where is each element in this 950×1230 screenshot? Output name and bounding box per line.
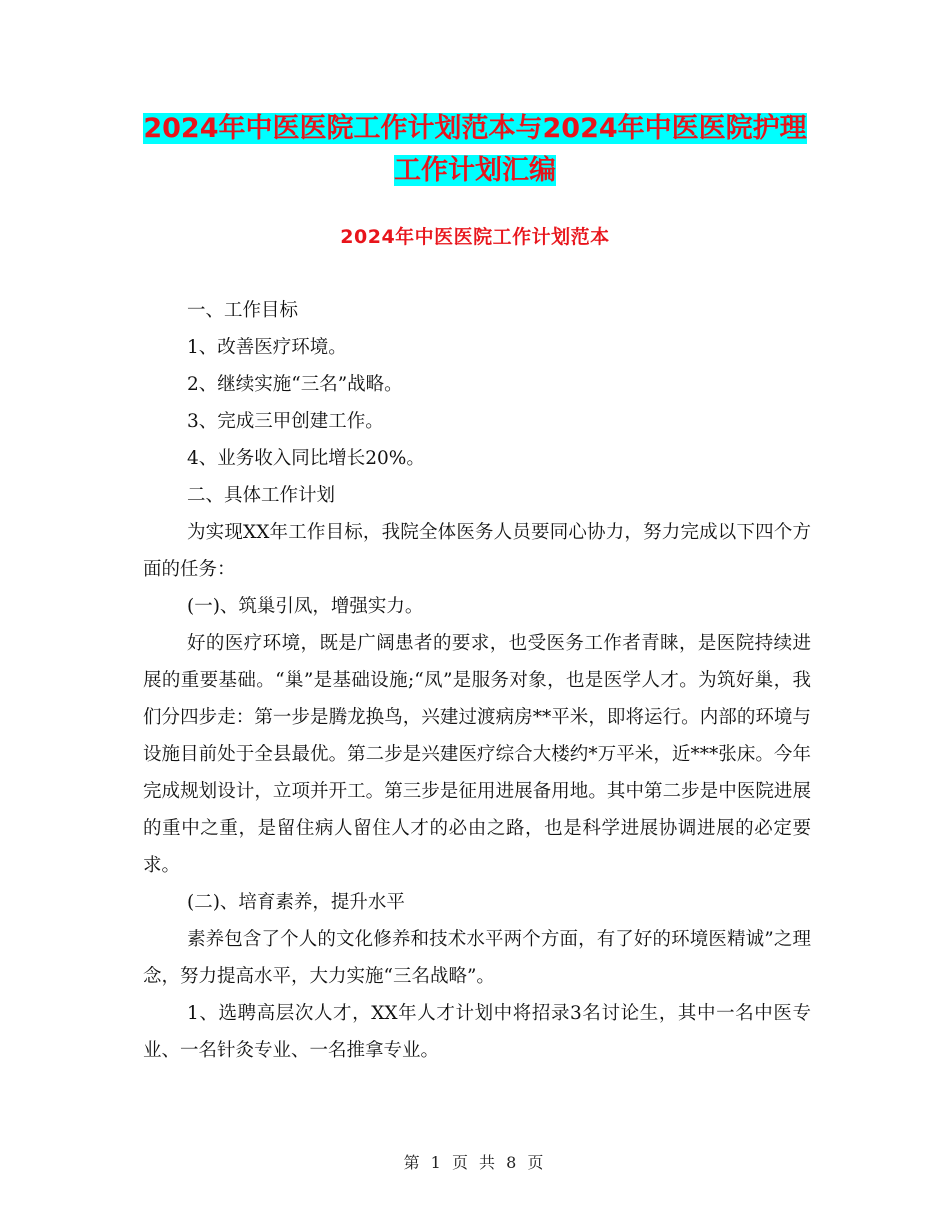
section-title: 2024年中医医院工作计划范本 xyxy=(340,226,610,248)
page-footer: 第 1 页 共 8 页 xyxy=(403,1153,547,1172)
paragraph: 1、选聘高层次人才，XX年人才计划中将招录3名讨论生，其中一名中医专业、一名针灸专业、一名推拿专业。 xyxy=(143,1003,811,1061)
subheading: (二)、培育素养，提升水平 xyxy=(187,892,405,913)
goal-item: 3、完成三甲创建工作。 xyxy=(187,411,384,432)
goal-item: 4、业务收入同比增长20%。 xyxy=(187,448,425,469)
document-body xyxy=(143,292,811,1069)
goal-item: 1、改善医疗环境。 xyxy=(187,337,347,358)
title-line-1: 2024年中医医院工作计划范本与2024年中医医院护理 xyxy=(143,113,807,144)
document-title xyxy=(140,108,810,192)
goal-item: 2、继续实施“三名”战略。 xyxy=(187,374,403,395)
paragraph: 为实现XX年工作目标，我院全体医务人员要同心协力，努力完成以下四个方面的任务： xyxy=(143,522,811,580)
heading-plan: 二、具体工作计划 xyxy=(187,485,336,506)
subheading: (一)、筑巢引凤，增强实力。 xyxy=(187,596,424,617)
title-line-2: 工作计划汇编 xyxy=(394,155,556,186)
heading-goals: 一、工作目标 xyxy=(187,300,299,321)
paragraph: 素养包含了个人的文化修养和技术水平两个方面，有了好的环境医精诚”之理念，努力提高水平，大力实施“三名战略”。 xyxy=(143,929,811,987)
paragraph: 好的医疗环境，既是广阔患者的要求，也受医务工作者青睐，是医院持续进展的重要基础。“巢”是基础设施;“凤”是服务对象，也是医学人才。为筑好巢，我们分四步走：第一步是腾龙换鸟，兴建过渡病房**平米，即将运行。内部的环境与设施目前处于全县最优。第二步是兴建医疗综合大楼约*万平米，近***张床。今年完成规划设计，立项并开工。第三步是征用进展备用地。其中第二步是中医院进展的重中之重，是留住病人留住人才的必由之路，也是科学进展协调进展的必定要求。 xyxy=(143,633,811,876)
